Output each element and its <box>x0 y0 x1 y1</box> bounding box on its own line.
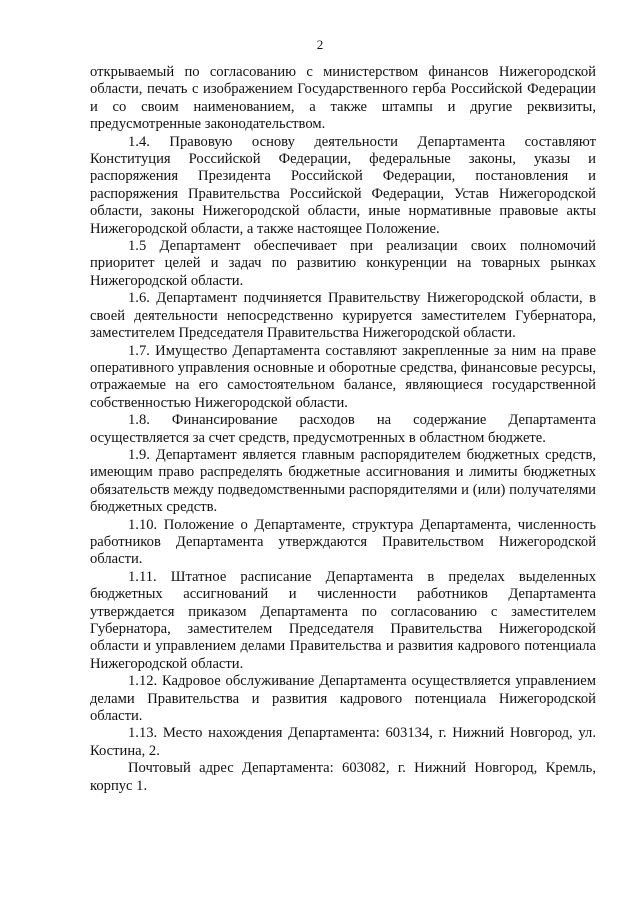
paragraph-1-9: 1.9. Департамент является главным распорядителем бюджетных средств, имеющим право распределять бюджетные ассигнования и лимиты бюджетных обязательств между подведомственными распорядителями и (или) получателями бюджетных средств. <box>90 446 596 516</box>
paragraph-continuation: открываемый по согласованию с министерством финансов Нижегородской области, печать с изображением Государственного герба Российской Федерации и со своим наименованием, а также штампы и другие реквизиты, предусмотренные законодательством. <box>90 64 596 133</box>
paragraph-1-6: 1.6. Департамент подчиняется Правительству Нижегородской области, в своей деятельности непосредственно курируется заместителем Губернатора, заместителем Председателя Правительства Нижегородской области. <box>90 290 596 342</box>
paragraph-1-11: 1.11. Штатное расписание Департамента в пределах выделенных бюджетных ассигнований и численности работников Департамента утверждается приказом Департамента по согласованию с заместителем Губернатора, заместителем Председателя Правительства Нижегородской области и управлением делами Правительства и развития кадрового потенциала Нижегородской области. <box>90 568 596 672</box>
paragraph-1-5: 1.5 Департамент обеспечивает при реализации своих полномочий приоритет целей и задач по развитию конкуренции на товарных рынках Нижегородской области. <box>90 238 596 289</box>
paragraph-1-8: 1.8. Финансирование расходов на содержание Департамента осуществляется за счет средств, предусмотренных в областном бюджете. <box>90 412 596 446</box>
paragraph-1-12: 1.12. Кадровое обслуживание Департамента осуществляется управлением делами Правительства и развития кадрового потенциала Нижегородской области. <box>90 673 596 725</box>
paragraph-1-13: 1.13. Место нахождения Департамента: 603134, г. Нижний Новгород, ул. Костина, 2. <box>90 725 596 759</box>
paragraph-postal-address: Почтовый адрес Департамента: 603082, г. Нижний Новгород, Кремль, корпус 1. <box>90 760 596 794</box>
paragraph-1-10: 1.10. Положение о Департаменте, структура Департамента, численность работников Департамента утверждаются Правительством Нижегородской области. <box>90 516 596 568</box>
page-number: 2 <box>316 37 324 52</box>
paragraph-1-7: 1.7. Имущество Департамента составляют закрепленные за ним на праве оперативного управления основные и оборотные средства, финансовые ресурсы, отражаемые на его самостоятельном балансе, являющиеся государственной собственностью Нижегородской области. <box>90 342 596 411</box>
document-body <box>90 64 596 795</box>
paragraph-1-4: 1.4. Правовую основу деятельности Департамента составляют Конституция Российской Федерации, федеральные законы, указы и распоряжения Президента Российской Федерации, постановления и распоряжения Правительства Российской Федерации, Устав Нижегородской области, законы Нижегородской области, иные нормативные правовые акты Нижегородской области, а также настоящее Положение. <box>90 133 596 237</box>
